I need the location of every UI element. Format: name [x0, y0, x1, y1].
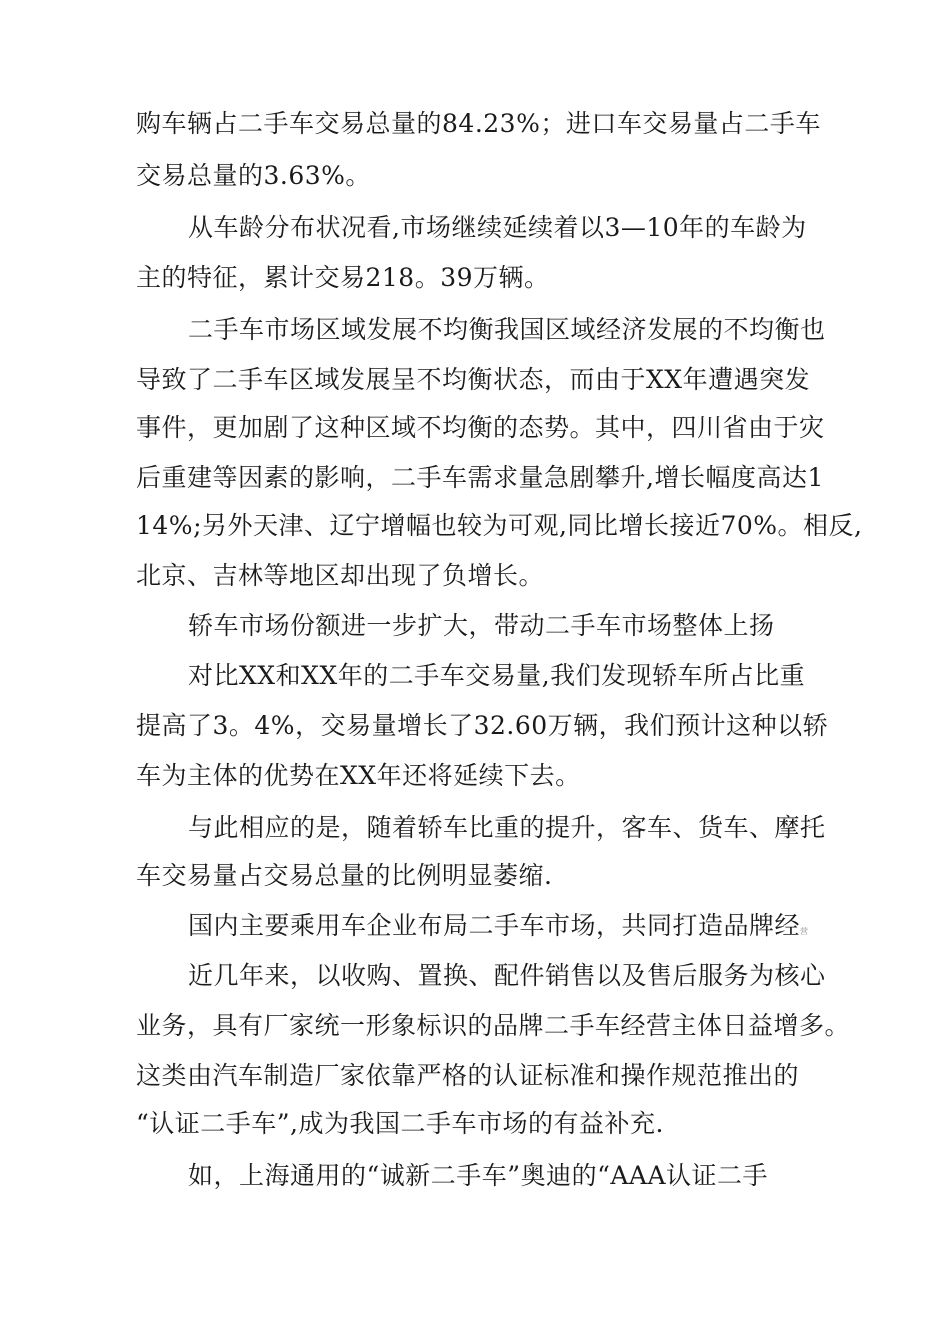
text-line-content: 国内主要乘用车企业布局二手车市场，共同打造品牌经: [188, 911, 801, 940]
text-line: 主的特征，累计交易218。39万辆。: [136, 263, 550, 292]
text-line: 从车龄分布状况看,市场继续延续着以3—10年的车龄为: [188, 213, 807, 242]
text-line: 近几年来，以收购、置换、配件销售以及售后服务为核心: [188, 961, 826, 990]
text-line: 二手车市场区域发展不均衡我国区域经济发展的不均衡也: [188, 315, 826, 344]
text-line: [188, 910, 808, 948]
text-line: 14%;另外天津、辽宁增幅也较为可观,同比增长接近70%。相反,: [136, 511, 863, 540]
text-line: 业务，具有厂家统一形象标识的品牌二手车经营主体日益增多。: [136, 1011, 851, 1040]
text-line: 后重建等因素的影响，二手车需求量急剧攀升,增长幅度高达1: [136, 463, 824, 492]
text-line: 车交易量占交易总量的比例明显萎缩.: [136, 861, 553, 890]
text-line: 车为主体的优势在XX年还将延续下去。: [136, 761, 581, 790]
text-line: 如，上海通用的“诚新二手车”奥迪的“AAA认证二手: [188, 1161, 769, 1190]
text-line: 交易总量的3.63%。: [136, 161, 371, 190]
tiny-mark: 营: [800, 927, 809, 936]
text-line: 购车辆占二手车交易总量的84.23%；进口车交易量占二手车: [136, 109, 821, 138]
text-line: 北京、吉林等地区却出现了负增长。: [136, 561, 545, 590]
text-line: 提高了3。4%，交易量增长了32.60万辆，我们预计这种以轿: [136, 711, 829, 740]
text-line: 与此相应的是，随着轿车比重的提升，客车、货车、摩托: [188, 813, 826, 842]
text-line: “认证二手车”,成为我国二手车市场的有益补充.: [136, 1109, 664, 1138]
text-line: 事件，更加剧了这种区域不均衡的态势。其中，四川省由于灾: [136, 413, 825, 442]
text-line: 轿车市场份额进一步扩大，带动二手车市场整体上扬: [188, 611, 775, 640]
text-line: 导致了二手车区域发展呈不均衡状态，而由于XX年遭遇突发: [136, 365, 811, 394]
text-line: 这类由汽车制造厂家依靠严格的认证标准和操作规范推出的: [136, 1061, 800, 1090]
text-line: 对比XX和XX年的二手车交易量,我们发现轿车所占比重: [188, 661, 806, 690]
